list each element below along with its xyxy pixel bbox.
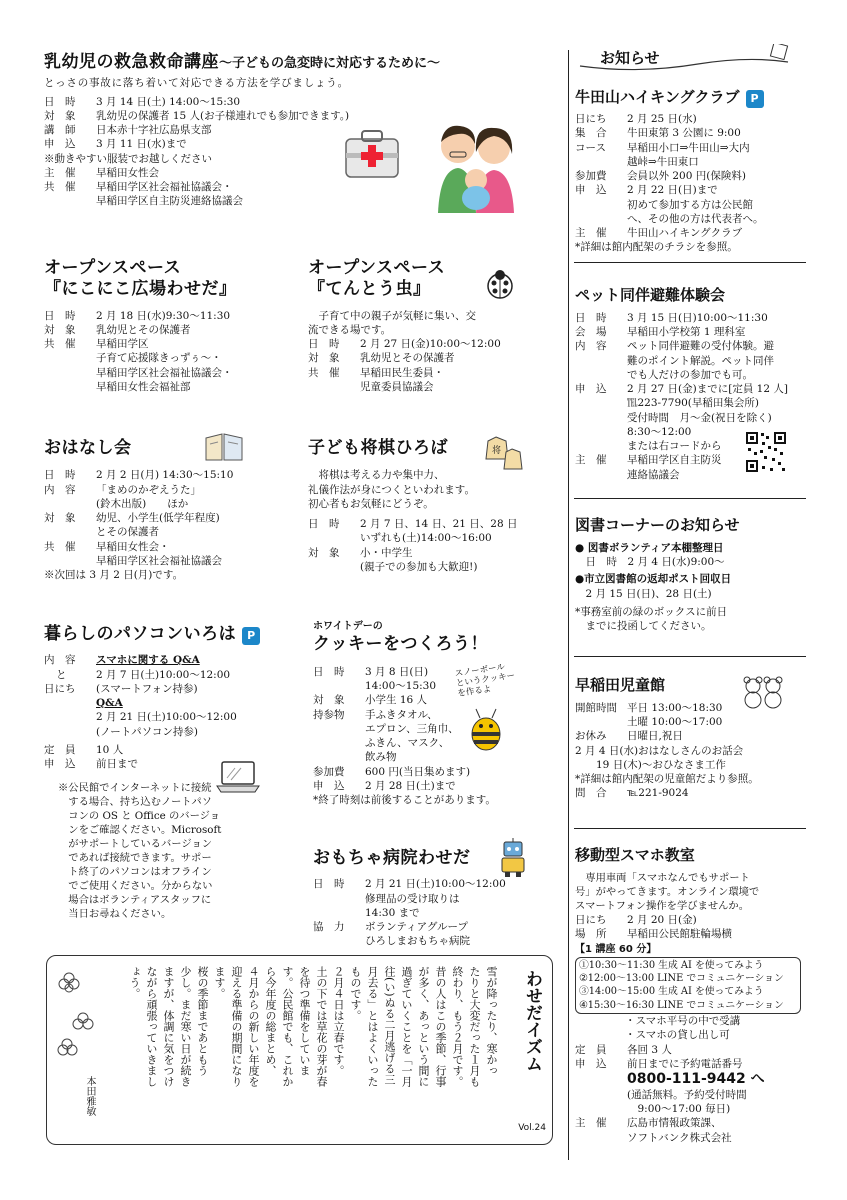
info-row xyxy=(575,311,810,325)
row-value: 会員以外 200 円(保険料) xyxy=(627,170,746,183)
row-value: 3 月 15 日(日)10:00～11:30 xyxy=(627,311,768,324)
open-space-tentoumushi xyxy=(308,258,563,394)
row-value: 2 月 27 日(金)までに[定員 12 人] ℡223-7790(早稲田集会所) 受付時間 月～金(祝日を除く) 8:30～12:00 または右コードから xyxy=(627,383,788,453)
row-value: 早稲田公民館駐輪場横 xyxy=(627,928,732,941)
teddy-bears-icon xyxy=(740,674,786,710)
row-value: 2 月 25 日(水) xyxy=(627,113,697,125)
bullet: ●市立図書館の返却ポスト回収日 xyxy=(575,573,732,586)
row-value: 2 月 18 日(水)9:30～11:30 xyxy=(96,309,231,322)
author: 本田雅敏 xyxy=(84,1076,95,1116)
row-label: 定 員 xyxy=(44,743,76,756)
info-row xyxy=(575,913,810,927)
mobile-smartphone-class xyxy=(575,846,810,1145)
notice-title: お知らせ xyxy=(600,49,660,67)
row-label: 講 師 xyxy=(44,124,76,137)
row-value: 早稲田学区社会福祉協議会・ 早稲田学区自主防災連絡協議会 xyxy=(96,181,243,208)
speech-note: スノーボール というクッキー を作るよ xyxy=(454,662,516,699)
row-label: 日 時 xyxy=(308,518,340,531)
row-label: 申 込 xyxy=(44,138,76,151)
slot-item: ③14:00～15:00 生成 AI を使ってみよう xyxy=(579,986,764,998)
row-label: 主 催 xyxy=(575,454,607,467)
info-row xyxy=(44,95,564,109)
section-title: 図書コーナーのお知らせ xyxy=(575,516,740,534)
lead-text: 将棋は考える力や集中力、 礼儀作法が身につくといわれます。 初心者もお気軽にどうぞ。 xyxy=(308,469,475,510)
row-label: 対 象 xyxy=(308,352,340,365)
row-label: 定 員 xyxy=(575,1043,607,1056)
wasedaism-column xyxy=(46,955,553,1145)
row-label: 共 催 xyxy=(44,181,76,194)
info-row xyxy=(313,693,563,707)
slot-list xyxy=(575,957,801,1014)
topic: スマホに関する Q&A xyxy=(96,654,200,667)
row-value: 3 月 11 日(水)まで xyxy=(96,138,187,151)
cookie-workshop xyxy=(313,620,563,807)
info-row xyxy=(575,729,810,743)
note: *事務室前の緑のボックスに前日 までに投函してください。 xyxy=(575,605,728,633)
row-value: 早稲田学区 子育て応援隊きっずぅ～・ 早稲田学区社会福祉協議会・ 早稲田女性会福祉部 xyxy=(96,338,233,393)
row-value: 牛田山ハイキングクラブ xyxy=(627,227,743,240)
section-title: 『てんとう虫』 xyxy=(308,279,431,300)
divider xyxy=(574,262,806,263)
info-row xyxy=(575,112,810,126)
row-value: 各回 3 人 xyxy=(627,1043,672,1056)
row-value: 小・中学生 (親子での参加も大歓迎!) xyxy=(360,546,478,573)
info-row xyxy=(44,309,304,323)
row-label: 日 時 xyxy=(308,338,340,351)
info-row xyxy=(313,779,563,793)
row-label: 主 催 xyxy=(44,166,76,179)
row-value: 広島市情報政策課、 ソフトバンク株式会社 xyxy=(627,1117,732,1144)
info-row xyxy=(308,366,563,395)
kicker: ホワイトデーの xyxy=(313,621,383,632)
library-corner xyxy=(575,516,810,633)
row-value: 手ふきタオル、 エプロン、三角巾、 ふきん、マスク、 飲み物 xyxy=(365,708,459,764)
info-row xyxy=(44,757,304,771)
row-value: 2 月 21 日(土)10:00～12:00 修理品の受け取りは 14:30 まで xyxy=(365,878,506,919)
info-row xyxy=(575,927,810,941)
info-row xyxy=(575,126,810,140)
info-row xyxy=(575,169,810,183)
row-label: 対 象 xyxy=(308,546,340,559)
flower-icon xyxy=(55,964,95,1064)
row-label: 申 込 xyxy=(313,779,345,792)
row-label: 内 容 xyxy=(44,483,76,496)
row-label: 内 容 xyxy=(575,340,607,353)
shogi-piece-icon xyxy=(484,435,526,473)
info-row xyxy=(575,325,810,339)
volume: Vol.24 xyxy=(518,1122,546,1133)
row-value: 早稲田学区自主防災 連絡協議会 xyxy=(627,454,722,481)
row-label: 場 所 xyxy=(575,928,607,941)
note: ※動きやすい服装でお越しください xyxy=(44,152,212,165)
info-row xyxy=(308,351,563,365)
section-title: オープンスペース xyxy=(308,258,446,278)
info-row xyxy=(44,743,304,757)
topic: Q&A xyxy=(96,697,123,710)
hiking-club xyxy=(575,88,810,255)
info-row xyxy=(575,183,810,226)
section-title: 『にこにこ広場わせだ』 xyxy=(44,279,237,300)
note: ※次回は 3 月 2 日(月)です。 xyxy=(44,569,184,582)
row-label: コース xyxy=(575,141,606,154)
row-value: 10 人 xyxy=(96,743,124,756)
row-label: 共 催 xyxy=(44,540,76,553)
info-row xyxy=(313,765,563,779)
row-value: 「まめのかぞえうた」 (鈴木出版) ほか xyxy=(96,483,201,510)
row-value: 2 月 27 日(金)10:00～12:00 xyxy=(360,338,501,351)
slot-item: ④15:30～16:30 LINE でコミュニケーション xyxy=(579,999,784,1011)
row-label: 申 込 xyxy=(575,1057,607,1070)
row-label: 開館時間 xyxy=(575,701,617,714)
section-title: 子ども将棋ひろば xyxy=(308,438,448,458)
row-value: 日本赤十字社広島県支部 xyxy=(96,124,212,137)
row-value: 2 月 28 日(土)まで xyxy=(365,779,456,792)
waseda-childrens-hall: 早稲田児童館 開館時間 平日 13:00～18:30 土曜 10:00～17:00 お休み 日曜日,祝日 2 月 4 日(水)おはなしさんのお話会 19 日(木)～おひなさま工作 *詳細は館内配架の児童館だより参照。 問 合 ℡221-9024 xyxy=(575,676,810,801)
row-label: 集 合 xyxy=(575,127,607,140)
ikiiki-badge-icon: P xyxy=(746,90,764,108)
laptop-icon xyxy=(215,760,261,794)
row-label: 日 時 xyxy=(313,665,345,678)
lead-text: とっさの事故に落ち着いて対応できる方法を学びましょう。 xyxy=(44,77,349,90)
slot-item: ①10:30～11:30 生成 AI を使ってみよう xyxy=(579,959,764,971)
row-label: 協 力 xyxy=(313,921,345,934)
section-title: オープンスペース xyxy=(44,258,182,278)
row-value: 日曜日,祝日 xyxy=(627,730,683,743)
info-row xyxy=(313,665,563,694)
row-value: 3 月 8 日(日) 14:00～15:30 xyxy=(365,665,437,693)
info-row xyxy=(575,226,810,240)
note: *詳細は館内配架のチラシを参照。 xyxy=(575,241,738,254)
row-value: 2 月 22 日(日)まで 初めて参加する方は公民館 へ、その他の方は代表者へ。 xyxy=(627,184,764,225)
section-title: 早稲田児童館 xyxy=(575,676,666,694)
slot-header: 【1 講座 60 分】 xyxy=(575,944,657,956)
storytelling-event xyxy=(44,438,304,582)
row-value: 幼児、小学生(低学年程度) とその保護者 xyxy=(96,512,220,539)
row-label: 日 時 xyxy=(44,95,76,108)
row-value: 前日まで xyxy=(96,758,138,771)
section-title: 牛田山ハイキングクラブ xyxy=(575,88,740,106)
row-label: 対 象 xyxy=(44,512,76,525)
row-value: 600 円(当日集めます) xyxy=(365,765,471,778)
row-label: 日にち xyxy=(575,113,607,125)
section-title: おはなし会 xyxy=(44,438,132,458)
row-value: 2 月 7 日、14 日、21 日、28 日 いずれも(土)14:00～16:00 xyxy=(360,518,518,545)
row-label: 日 時 xyxy=(44,469,76,482)
row-label: 対 象 xyxy=(44,109,76,122)
row-label: 申 込 xyxy=(575,383,607,396)
lead-text: 子育て中の親子が気軽に集い、交 流できる場です。 xyxy=(308,309,476,336)
notes: ・スマホ平号の中で受講 ・スマホの貸し出し可 xyxy=(625,1015,741,1042)
note: *終了時刻は前後することがあります。 xyxy=(313,794,496,807)
date: 2 月 7 日(土)10:00～12:00 xyxy=(96,668,231,681)
slot-item: ②12:00～13:00 LINE でコミュニケーション xyxy=(579,973,784,985)
row-label: 主 催 xyxy=(575,227,607,240)
bullet-detail: 日 時 2 月 4 日(水)9:00～ xyxy=(575,556,725,569)
row-label: 申 込 xyxy=(575,184,607,197)
row-label: 共 催 xyxy=(308,366,340,379)
row-label: 対 象 xyxy=(313,694,345,707)
row-value: ボランティアグループ ひろしまおもちゃ病院 xyxy=(365,921,470,948)
row-label: 共 催 xyxy=(44,338,76,351)
row-label: 日 時 xyxy=(44,309,76,322)
row-value: 前日までに予約電話番号 xyxy=(627,1057,743,1070)
row-label: 日にち xyxy=(575,913,607,926)
info-row xyxy=(44,468,304,482)
row-value: 2 月 20 日(金) xyxy=(627,913,697,926)
column-divider xyxy=(568,50,569,1160)
info-row xyxy=(575,141,810,170)
row-label: 申 込 xyxy=(44,758,76,771)
row-value: ペット同伴避難の受付体験。避 難のポイント解説。ペット同伴 でも人だけの参加でも可。 xyxy=(627,340,774,381)
row-label: 参加費 xyxy=(313,765,345,778)
row-value: 早稲田女性会・ 早稲田学区社会福祉協議会 xyxy=(96,540,222,567)
info-row xyxy=(308,517,563,546)
row-value: 乳幼児の保護者 15 人(お子様連れでも参加できます。) xyxy=(96,109,350,122)
bullet-detail: 2 月 15 日(日)、28 日(土) xyxy=(575,587,712,600)
row-label: 持参物 xyxy=(313,708,345,721)
row-value: 小学生 16 人 xyxy=(365,694,428,707)
open-space-niconico xyxy=(44,258,304,394)
section-title: 乳幼児の救急救命講座 xyxy=(44,52,219,72)
divider xyxy=(574,828,806,829)
svg-text:将: 将 xyxy=(492,446,502,456)
note: *詳細は館内配架の児童館だより参照。 xyxy=(575,773,759,786)
row-value: 早稲田小学校第 1 理科室 xyxy=(627,326,746,339)
divider xyxy=(574,656,806,657)
books-icon xyxy=(204,432,244,462)
info-row xyxy=(313,877,563,920)
info-row xyxy=(575,1116,810,1145)
row-value: 乳幼児とその保護者 xyxy=(96,323,191,336)
info-row xyxy=(308,337,563,351)
info-row xyxy=(313,708,563,765)
phone-note: (通話無料。予約受付時間 9:00～17:00 毎日) xyxy=(627,1088,747,1116)
section-title: ペット同伴避難体験会 xyxy=(575,286,726,304)
info-row xyxy=(313,920,563,949)
column-title: わせだイズム xyxy=(522,970,542,1072)
ikiiki-badge-icon: P xyxy=(242,627,260,645)
info-row xyxy=(44,511,304,540)
section-title: 暮らしのパソコンいろは xyxy=(44,624,237,644)
row-label: 日 時 xyxy=(313,878,345,891)
row-value: 早稲田民生委員・ 児童委員協議会 xyxy=(360,366,444,393)
info-row xyxy=(44,483,304,512)
robot-toy-icon xyxy=(496,838,530,878)
section-title: クッキーをつくろう！ xyxy=(313,633,488,654)
bee-icon xyxy=(466,706,506,752)
note: ※公民館でインターネットに接続 する場合、持ち込むノートパソ コンの OS と Office のバージョ ンをご確認ください。Microsoft がサポートしているバージョン であれば接続できます。サポー ト終了のパソコンはオフライン でご使用ください。分からない 場合はボランティアスタッフに 当日お尋ねください。 xyxy=(58,782,222,921)
row-value: 早稲田小口⇒牛田山⇒大内 越峠⇒牛田東口 xyxy=(627,141,750,168)
bullet: ● 図書ボランティア本棚整理日 xyxy=(575,541,724,554)
row-value: 牛田東第 3 公園に 9:00 xyxy=(627,127,741,140)
notice-header xyxy=(578,44,808,74)
info-row xyxy=(308,546,563,575)
column-text: 雪が降ったり、寒かっ たりと大変だった１月も 終わり、もう２月です。 昔の人はこの季節、行事 が多く、あっという間に 過ぎていくことを「一月 往(い)ぬる二月逃げる三 月去る」とはよくいった ものです。 ２月４日は立春です。 土の下では草花の芽が春 を待つ準備をしていま す。公民館でも、これか ら今年度の総まとめ、 ４月からの新しい年度を 迎える準備の期間になり ます。 桜の季節まであともう 少し。まだ寒い日が続き ますが、体調に気をつけ ながら頑張っていきまし ょう。 xyxy=(128,966,498,1087)
ladybug-icon xyxy=(484,268,516,300)
row-value: 2 月 2 日(月) 14:30～15:10 xyxy=(96,469,234,482)
info-row xyxy=(575,1057,810,1071)
info-row xyxy=(44,323,304,337)
row-value: 平日 13:00～18:30 土曜 10:00～17:00 xyxy=(627,701,723,729)
qr-code-icon[interactable] xyxy=(744,430,788,474)
row-label: 会 場 xyxy=(575,326,607,339)
row-label: 日 時 xyxy=(575,311,607,324)
lead-text: 専用車両「スマホなんでもサポート 号」がやってきます。オンライン環境で スマートフォン操作を学びませんか。 xyxy=(575,871,760,912)
event-list: 2 月 4 日(水)おはなしさんのお話会 19 日(木)～おひなさま工作 xyxy=(575,744,744,771)
phone: ℡221-9024 xyxy=(627,787,689,800)
section-title: おもちゃ病院わせだ xyxy=(313,848,471,868)
info-row xyxy=(575,339,810,382)
pc-basics: 暮らしのパソコンいろは P 内 容 スマホに関する Q&A と 2 月 7 日(土)10:00～12:00 日にち (スマートフォン持参) Q&A 2 月 21 日(土)10:00～12:00 (ノートパソコン持参) 定 員 10 人 申 込 前日まで ※公民館でインターネットに接続 する場合、持ち込むノートパソ コンの OS と Office のバージョ ンをご確認ください。Microsoft がサポートしているバージョン であれば接続できます。サポー ト終了のパソコンはオフライン でご使用ください。分からない 場合はボランティアスタッフに 当日お尋ねください。 xyxy=(44,624,304,921)
phone-number: 0800-111-9442 へ xyxy=(627,1071,765,1088)
parents-with-baby-icon xyxy=(430,118,520,213)
info-row xyxy=(44,337,304,394)
row-label: お休み xyxy=(575,730,607,743)
row-value: 早稲田女性会 xyxy=(96,166,159,179)
section-title: 移動型スマホ教室 xyxy=(575,846,695,864)
row-value: 乳幼児とその保護者 xyxy=(360,352,455,365)
row-label: 対 象 xyxy=(44,323,76,336)
info-row xyxy=(44,540,304,569)
date: 2 月 21 日(土)10:00～12:00 xyxy=(96,711,237,724)
section-subtitle: ～子どもの急変時に対応するために～ xyxy=(219,56,441,71)
row-label: 参加費 xyxy=(575,170,607,183)
row-label: 主 催 xyxy=(575,1117,607,1130)
row-value: 3 月 14 日(土) 14:00～15:30 xyxy=(96,95,241,108)
divider xyxy=(574,498,806,499)
first-aid-kit-icon xyxy=(340,125,402,183)
info-row xyxy=(575,1043,810,1057)
